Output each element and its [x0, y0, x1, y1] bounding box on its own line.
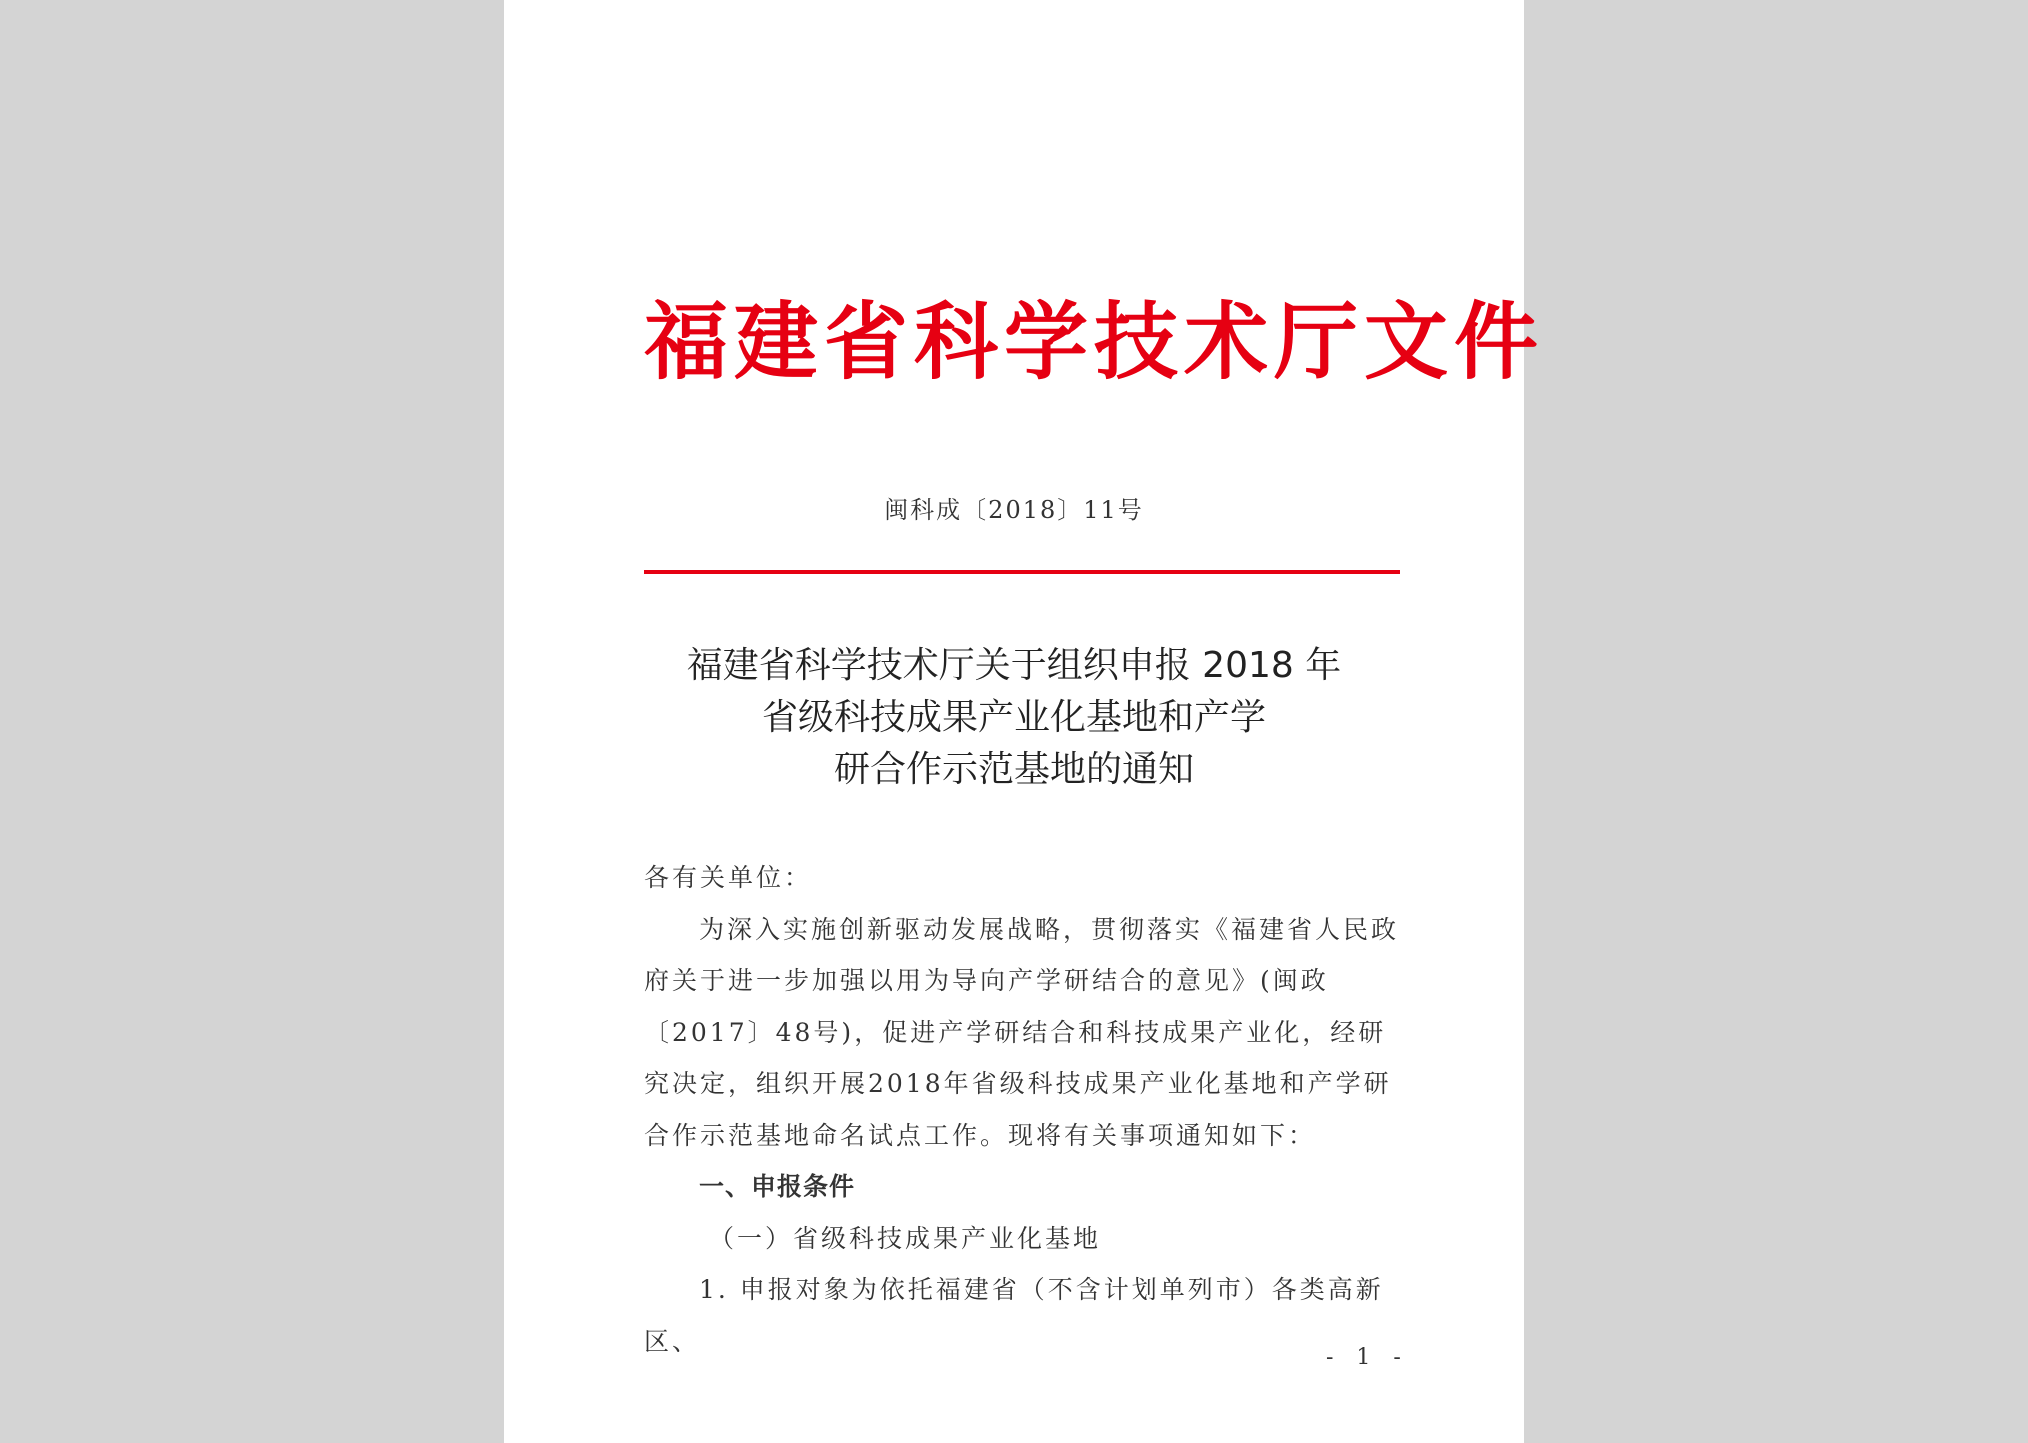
list-item: 1. 申报对象为依托福建省（不含计划单列市）各类高新区、	[644, 1275, 1384, 1356]
title-line-3: 研合作示范基地的通知	[833, 749, 1194, 790]
page-number: - 1 -	[1326, 1345, 1409, 1370]
notice-title	[504, 640, 1524, 796]
masthead-title: 福建省科学技术厅文件	[644, 293, 1545, 391]
salutation: 各有关单位：	[644, 863, 813, 892]
red-divider	[644, 570, 1400, 574]
document-page	[504, 0, 1545, 1443]
document-body	[644, 852, 1404, 1367]
intro-paragraph: 为深入实施创新驱动发展战略，贯彻落实《福建省人民政府关于进一步加强以用为导向产学研结合的意见》(闽政〔2017〕48号)，促进产学研结合和科技成果产业化，经研究决定，组织开展2018年省级科技成果产业化基地和产学研合作示范基地命名试点工作。现将有关事项通知如下：	[644, 914, 1400, 1150]
title-line-2: 省级科技成果产业化基地和产学	[761, 697, 1266, 738]
section-heading: 一、申报条件	[699, 1172, 856, 1201]
title-line-1: 福建省科学技术厅关于组织申报 2018 年	[686, 645, 1342, 686]
document-number: 闽科成〔2018〕11号	[884, 496, 1144, 524]
subsection-heading: （一）省级科技成果产业化基地	[709, 1223, 1102, 1253]
